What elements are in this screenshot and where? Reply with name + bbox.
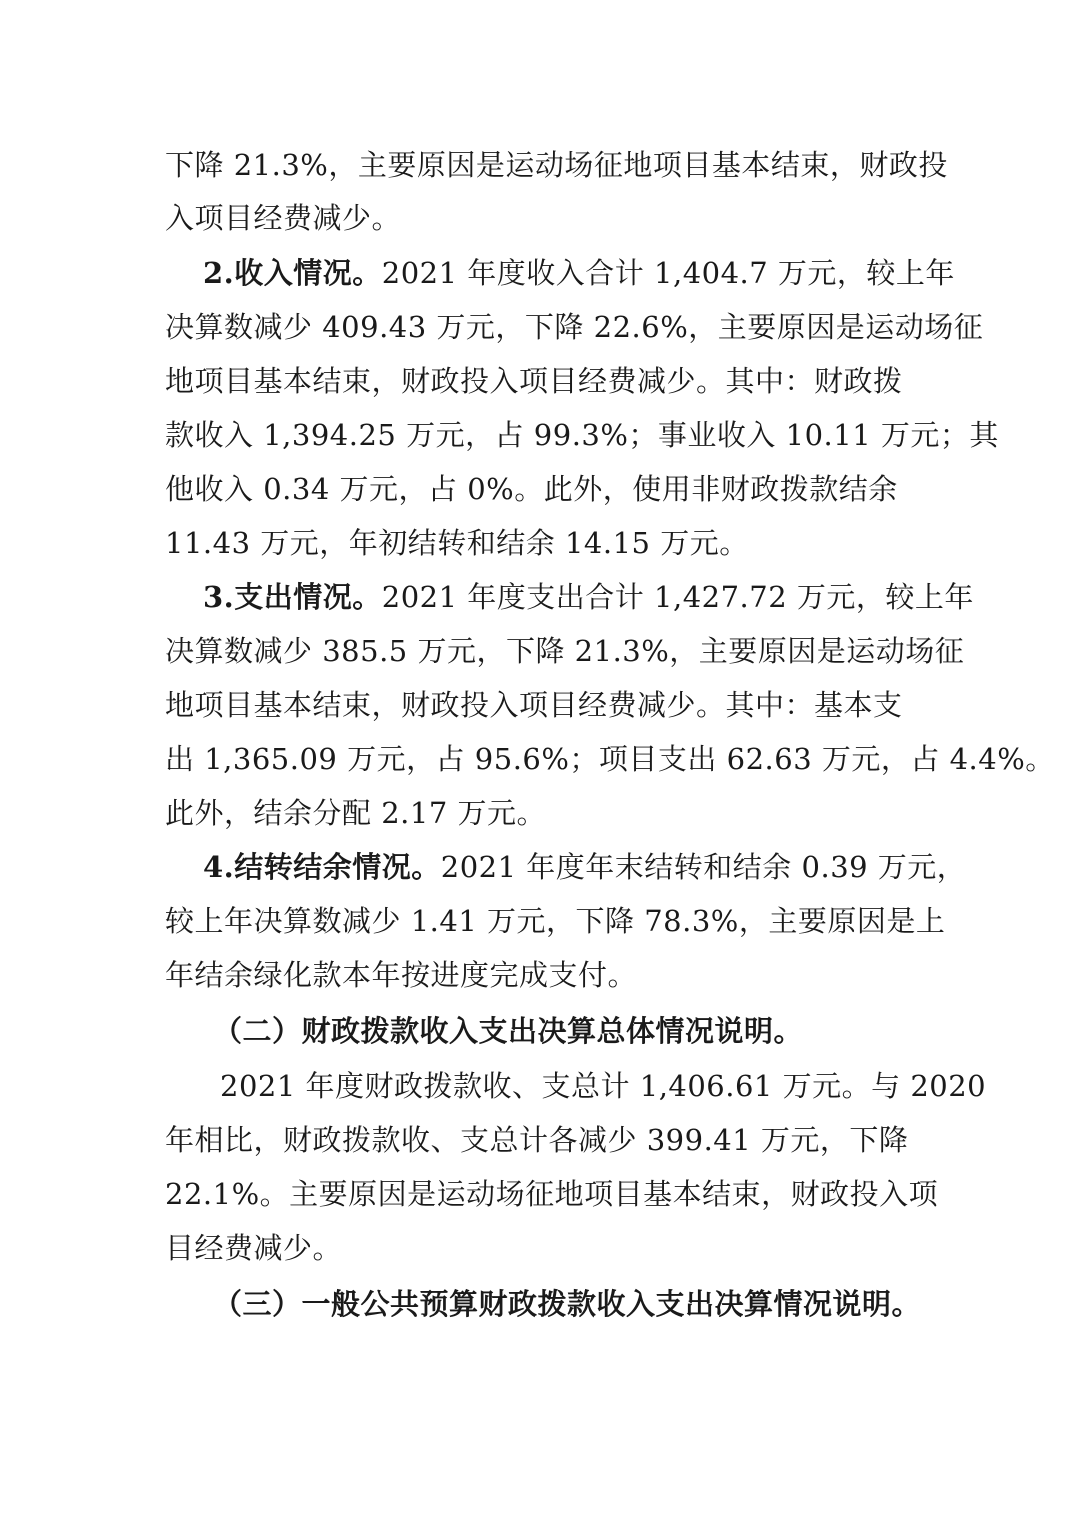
text-line: 决算数减少 385.5 万元，下降 21.3%，主要原因是运动场征 bbox=[165, 634, 965, 668]
section-expenditure-title: 3.支出情况。 bbox=[203, 580, 382, 614]
text-line: 年结余绿化款本年按进度完成支付。 bbox=[165, 958, 638, 992]
section-income-line bbox=[203, 253, 955, 293]
section-heading-2: （二）财政拨款收入支出决算总体情况说明。 bbox=[213, 1014, 804, 1048]
text-span: 2021 年度支出合计 1,427.72 万元，较上年 bbox=[381, 580, 974, 614]
section-carryover-title: 4.结转结余情况。 bbox=[203, 850, 441, 884]
section-income-title: 2.收入情况。 bbox=[203, 256, 382, 290]
section-expenditure-line bbox=[203, 577, 974, 617]
text-line: 年相比，财政拨款收、支总计各减少 399.41 万元，下降 bbox=[165, 1123, 909, 1157]
text-line: 地项目基本结束，财政投入项目经费减少。其中：基本支 bbox=[165, 688, 903, 722]
text-line: 决算数减少 409.43 万元，下降 22.6%，主要原因是运动场征 bbox=[165, 310, 984, 344]
text-line: 11.43 万元，年初结转和结余 14.15 万元。 bbox=[165, 526, 749, 560]
text-line: 入项目经费减少。 bbox=[165, 201, 402, 235]
text-span: 2021 年度年末结转和结余 0.39 万元， bbox=[440, 850, 967, 884]
text-span: 2021 年度收入合计 1,404.7 万元，较上年 bbox=[381, 256, 955, 290]
text-line: 22.1%。主要原因是运动场征地项目基本结束，财政投入项 bbox=[165, 1177, 939, 1211]
text-line: 地项目基本结束，财政投入项目经费减少。其中：财政拨 bbox=[165, 364, 903, 398]
text-line: 出 1,365.09 万元，占 95.6%；项目支出 62.63 万元，占 4.4%。 bbox=[165, 742, 1055, 776]
section-carryover-line bbox=[203, 847, 966, 887]
text-line: 2021 年度财政拨款收、支总计 1,406.61 万元。与 2020 bbox=[220, 1069, 987, 1103]
text-line: 款收入 1,394.25 万元，占 99.3%；事业收入 10.11 万元；其 bbox=[165, 418, 999, 452]
section-heading-3: （三）一般公共预算财政拨款收入支出决算情况说明。 bbox=[213, 1287, 922, 1321]
text-line: 较上年决算数减少 1.41 万元，下降 78.3%，主要原因是上 bbox=[165, 904, 946, 938]
text-line: 此外，结余分配 2.17 万元。 bbox=[165, 796, 547, 830]
text-line: 下降 21.3%，主要原因是运动场征地项目基本结束，财政投 bbox=[165, 148, 948, 182]
text-line: 他收入 0.34 万元，占 0%。此外，使用非财政拨款结余 bbox=[165, 472, 898, 506]
text-line: 目经费减少。 bbox=[165, 1231, 343, 1265]
